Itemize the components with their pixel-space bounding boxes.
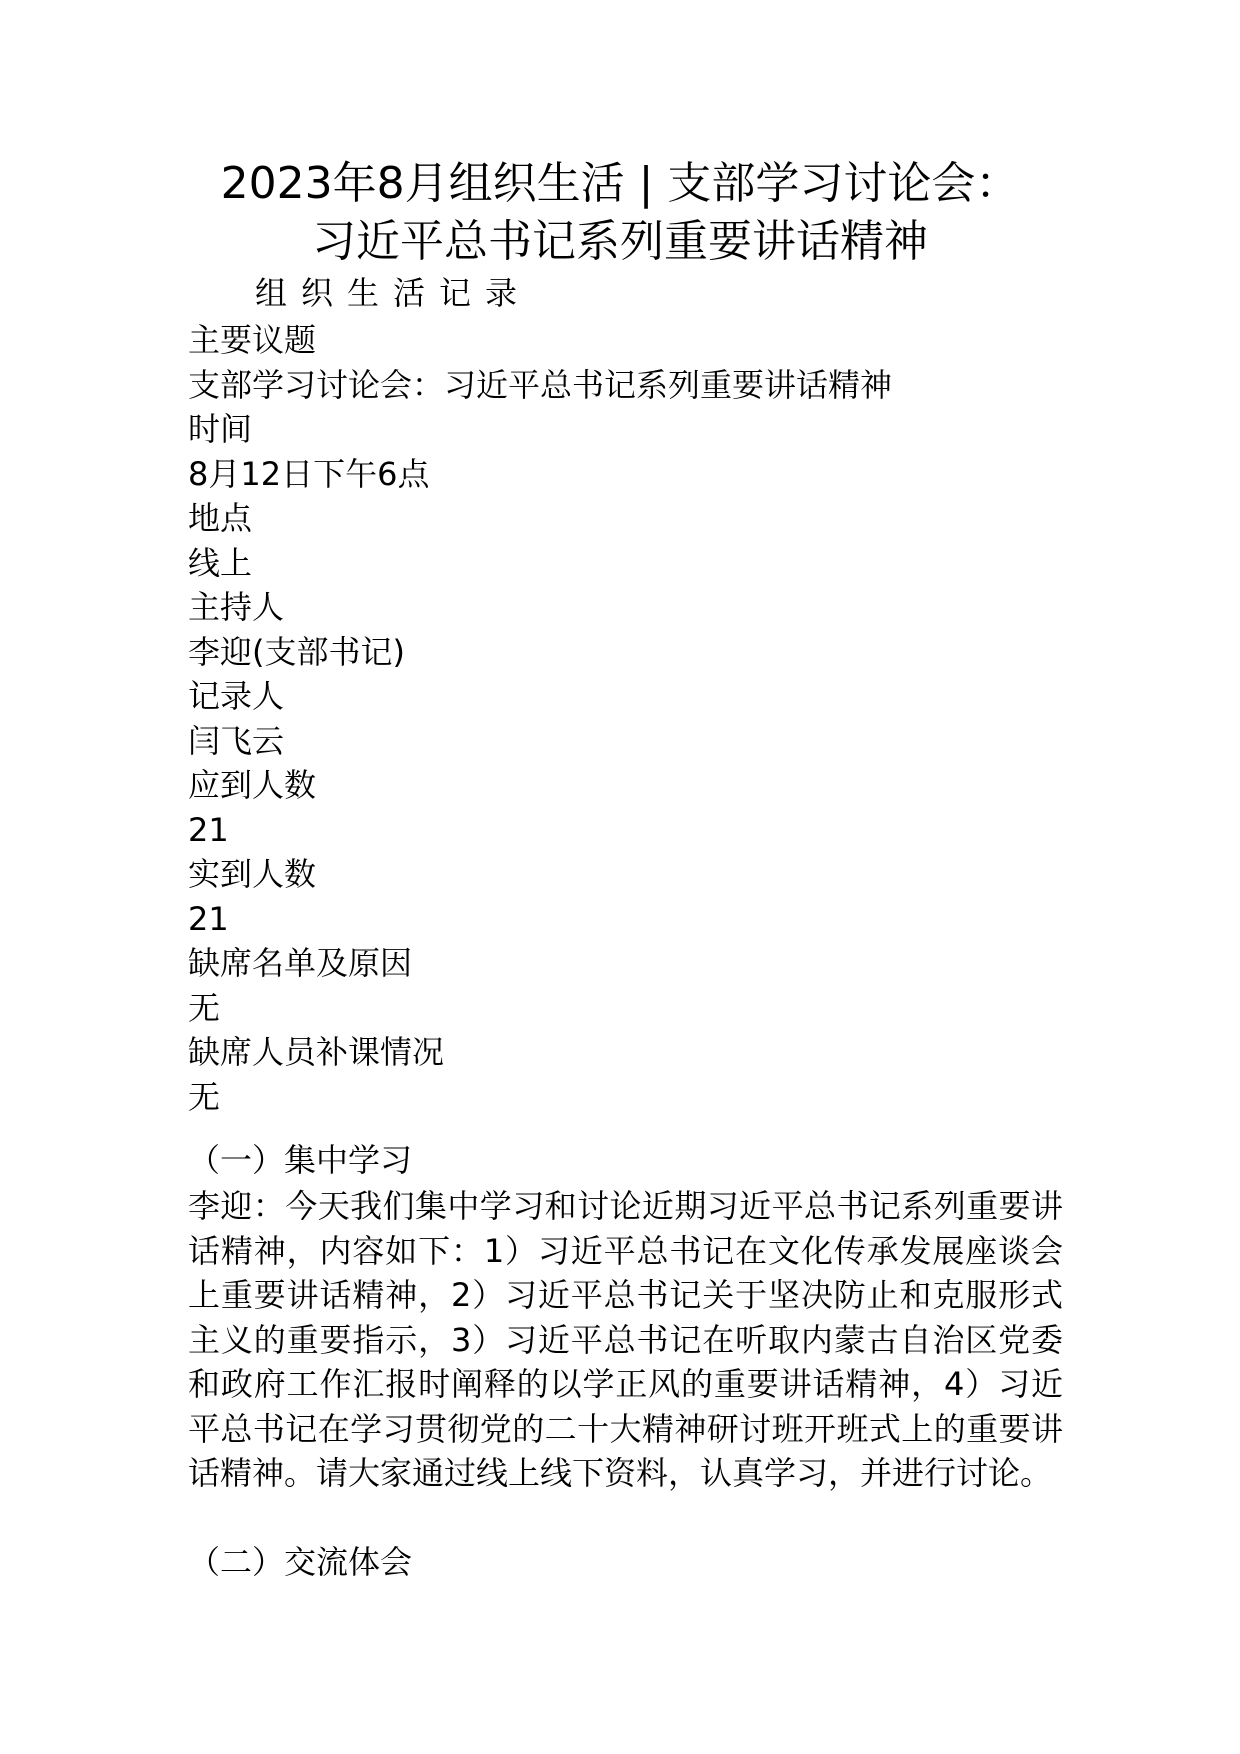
field-value: 21	[188, 810, 229, 849]
document-subtitle: 组织生活记录	[255, 274, 532, 312]
field-location	[188, 496, 1088, 585]
document-title	[130, 155, 1110, 271]
field-value: 李迎(支部书记)	[188, 632, 405, 671]
field-time	[188, 407, 1088, 496]
field-label: 缺席名单及原因	[188, 944, 413, 982]
field-label: 时间	[188, 410, 253, 448]
field-label: 实到人数	[188, 855, 317, 893]
field-value: 支部学习讨论会：习近平总书记系列重要讲话精神	[188, 365, 893, 404]
field-host	[188, 585, 1088, 674]
field-makeup-status	[188, 1030, 1088, 1119]
field-value: 无	[188, 1077, 221, 1116]
field-label: 应到人数	[188, 766, 317, 804]
field-label: 缺席人员补课情况	[188, 1033, 445, 1071]
section-heading-study: （一）集中学习	[188, 1141, 413, 1179]
field-value: 8月12日下午6点	[188, 454, 430, 493]
field-value: 闫飞云	[188, 721, 285, 760]
section-heading-exchange: （二）交流体会	[188, 1543, 413, 1581]
field-absentees	[188, 941, 1088, 1030]
title-line-1: 2023年8月组织生活 | 支部学习讨论会：	[220, 158, 1020, 209]
field-label: 记录人	[188, 677, 285, 715]
field-value: 无	[188, 988, 221, 1027]
field-value: 21	[188, 899, 229, 938]
field-value: 线上	[188, 543, 253, 582]
field-label: 主持人	[188, 588, 285, 626]
field-topic	[188, 318, 1088, 407]
field-label: 主要议题	[188, 321, 317, 359]
field-actual-attendance	[188, 852, 1088, 941]
title-line-2: 习近平总书记系列重要讲话精神	[312, 216, 928, 267]
field-recorder	[188, 674, 1088, 763]
meeting-info-fields	[188, 318, 1088, 1119]
section-body-study: 李迎：今天我们集中学习和讨论近期习近平总书记系列重要讲话精神，内容如下：1）习近平总书记在文化传承发展座谈会上重要讲话精神，2）习近平总书记关于坚决防止和克服形式主义的重要指示，3）习近平总书记在听取内蒙古自治区党委和政府工作汇报时阐释的以学正风的重要讲话精神，4）习近平总书记在学习贯彻党的二十大精神研讨班开班式上的重要讲话精神。请大家通过线上线下资料，认真学习，并进行讨论。	[188, 1187, 1063, 1492]
field-expected-attendance	[188, 763, 1088, 852]
field-label: 地点	[188, 499, 253, 537]
